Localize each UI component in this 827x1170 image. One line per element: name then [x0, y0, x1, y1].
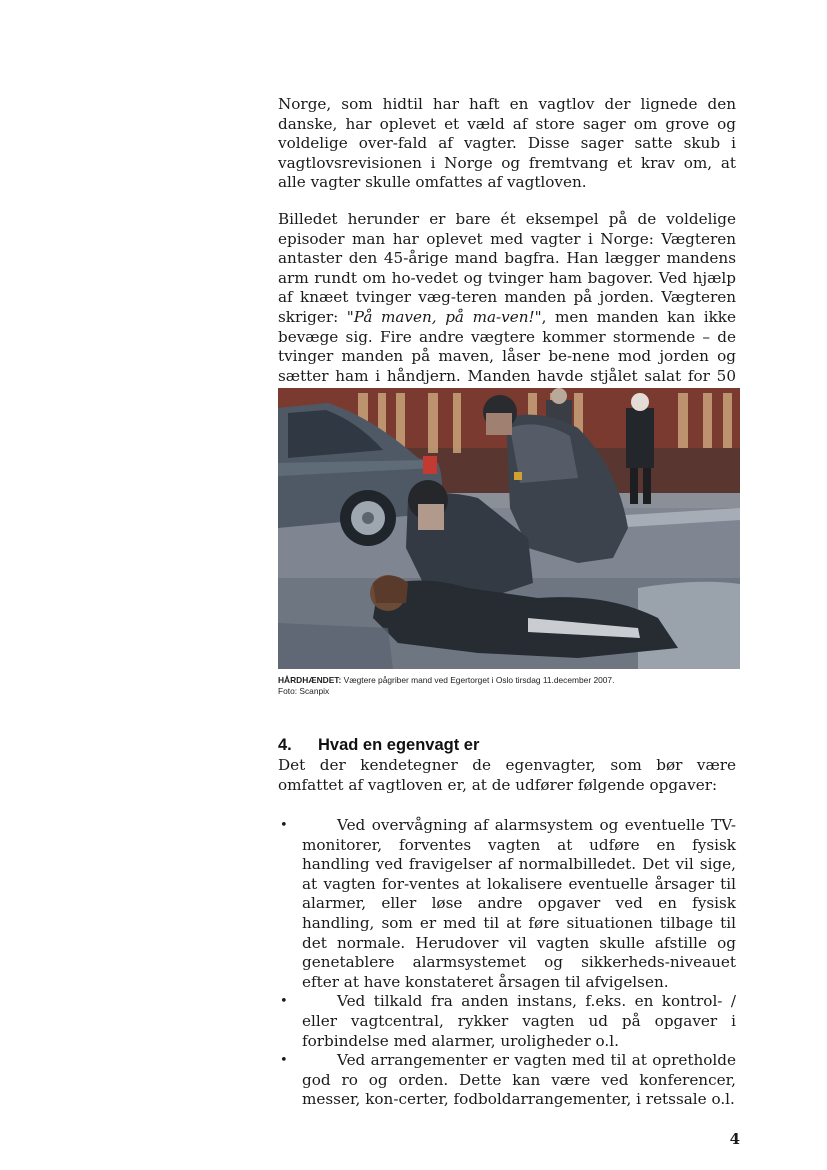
- bullet-icon: •: [280, 994, 288, 1010]
- paragraph-photo-description-end: , men manden kan ikke bevæge sig. Fire andre vægtere kommer stormende – de tvinger manden på maven, låser be-nene mod jorden og sætter ham i håndjern. Manden havde stjålet salat for 50: [278, 307, 736, 385]
- photo-credit: Foto: Scanpix: [278, 686, 330, 696]
- bullet-icon: •: [280, 1053, 288, 1069]
- section-title: Hvad en egenvagt er: [318, 736, 480, 754]
- caption-lead: HÅRDHÆNDET:: [278, 675, 342, 685]
- bullet-icon: •: [280, 818, 288, 833]
- paragraph-photo-description-start: Billedet herunder er bare ét eksempel på de voldelige episoder man har oplevet med vagter i Norge: Vægteren antaster den 45-årige mand bagfra. Han lægger mandens arm rundt om ho-vedet og tvinger ham bagover. Ved hjælp af knæet tvinger væg-teren manden på jorden. Vægteren skriger:: [278, 210, 736, 326]
- caption-text: Vægtere pågriber mand ved Egertorget i Oslo tirsdag 11.december 2007.: [341, 675, 615, 685]
- list-item-text: Ved arrangementer er vagten med til at opretholde god ro og orden. Dette kan være ved konferencer, messer, kon-certer, fodboldarrangementer, i retssale o.l.: [302, 1051, 736, 1109]
- list-item-text: Ved tilkald fra anden instans, f.eks. en kontrol- / eller vagtcentral, rykker vagten ud på opgaver i forbindelse med alarmer, uroligheder o.l.: [302, 992, 736, 1050]
- list-item: [278, 816, 736, 992]
- paragraph-norway-security-law: Norge, som hidtil har haft en vagtlov der lignede den danske, har oplevet et væld af store sager om grove og voldelige over-fald af vagter. Disse sager satte skub i vagtlovsrevisionen i Norge og fremtvang et krav om, at alle vagter skulle omfattes af vagtloven.: [278, 95, 736, 192]
- list-item-text: Ved overvågning af alarmsystem og eventuelle TV-monitorer, forventes vagten at udføre en fysisk handling ved fravigelser af normalbilledet. Det vil sige, at vagten for-ventes at lokalisere eventuelle årsager til alarmer, eller løse andre opgaver ved en fysisk handling, som er med til at føre situationen tilbage til det normale. Herudover vil vagten skulle afstille og genetablere alarmsystemet og sikkerheds-niveauet efter at have konstateret årsagen til afvigelsen.: [302, 816, 736, 991]
- section-intro: Det der kendetegner de egenvagter, som bør være omfattet af vagtloven er, at de udfører følgende opgaver:: [278, 756, 736, 794]
- paragraph-photo-description: [278, 210, 736, 406]
- list-item: [278, 992, 736, 1051]
- guard-quote: "På maven, på ma-ven!": [346, 307, 542, 326]
- news-photo-guards-arrest: [278, 388, 740, 669]
- list-item: [278, 1051, 736, 1110]
- task-list: [278, 816, 736, 1110]
- section-heading: [278, 735, 736, 755]
- section-number: 4.: [278, 736, 292, 754]
- page-number: 4: [729, 1130, 740, 1148]
- caption-line: [278, 675, 748, 686]
- photo-caption: [278, 675, 748, 697]
